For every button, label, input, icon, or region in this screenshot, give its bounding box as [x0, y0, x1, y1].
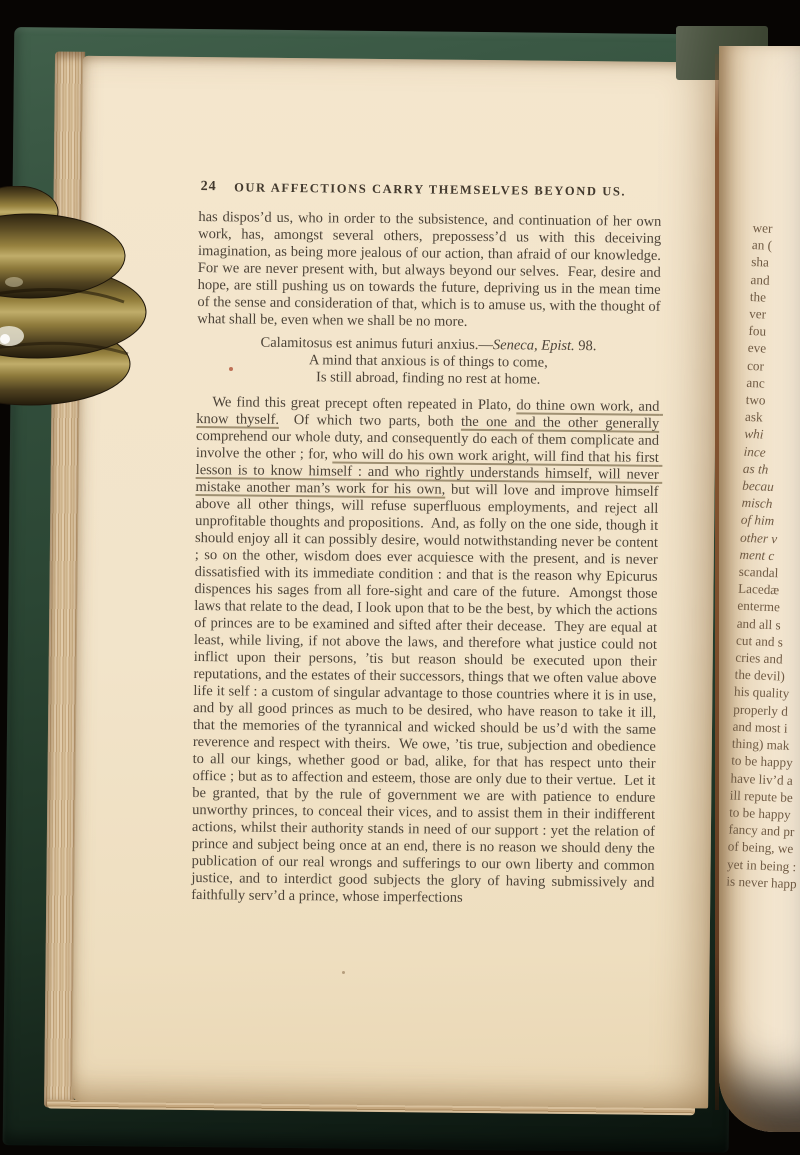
- right-page-text-fragment: to be happy: [730, 752, 794, 771]
- right-page-text-fragment: misch: [741, 495, 773, 512]
- right-page-text-fragment: have liv’d a: [730, 770, 794, 788]
- foxing-spot: [229, 367, 233, 371]
- right-page-text-fragment: of being, we: [727, 838, 794, 857]
- latin-quote-text: Calamitosus est animus futuri anxius.—: [260, 334, 494, 354]
- paragraph-segment: We find this great precept often repeated in Plato,: [212, 394, 517, 414]
- pencil-underline: the one and the other generally: [460, 413, 660, 432]
- paragraph-segment: Of which two parts, both: [278, 411, 462, 430]
- page-text-block: [191, 179, 669, 909]
- right-page-text-fragment: anc: [746, 374, 766, 391]
- verse-line-1: A mind that anxious is of things to come,: [308, 352, 548, 371]
- right-page-text-fragment: and all s: [736, 615, 781, 633]
- right-page-text-fragment: properly d: [733, 701, 789, 719]
- right-page-text-fragment: ask: [744, 409, 763, 425]
- right-page-text-fragment: fou: [748, 323, 767, 339]
- right-page-text-fragment: two: [745, 391, 766, 408]
- right-page-text-fragment: yet in being :: [726, 856, 797, 874]
- latin-quote-number: 98.: [574, 337, 597, 355]
- right-page-text-fragment: wer: [752, 219, 773, 236]
- pencil-underline: who will do his own work aright, will find that his first lesson is to know himself : and who rightly understands himself, will never mistake another man’s work for his own,: [195, 446, 663, 498]
- paragraph-segment: but will love and improve himself above all other things, will refuse superfluous employments, and reject all unprofitable thoughts and propositions. And, as folly on the one side, though it should enjoy all it can possibly desire, would notwithstanding never be content ; so on the other, wisdom does ever acquiesce with the present, and is never dissatisfied with its immediate condition : and that is the reason why Epicurus dispences his sages from all fore-sight and care of the future. Amongst those laws that relate to the dead, I look upon that to be the best, by which the actions of princes are to be examined and sifted after their decease. They are equal at least, while living, if not above the laws, and therefore what justice could not inflict upon their persons, ’tis but reason should be executed upon their reputations, and the estates of their successors, things that we often value above life it self : a custom of singular advantage to those countries where it is in use, and by all good princes as much to be desired, who have reason to take it ill, that the memories of the tyrannical and wicked should be us’d with the same reverence and respect with theirs. We owe, ’tis true, subjection and obedience to all our kings, whether good or bad, alike, for that has respect unto their office ; but as to affection and esteem, those are only due to their vertue. Let it be granted, that by the rule of government we are with patience to endure unworthy princes, to conceal their vices, and to assist them in their indifferent actions, whilst their authority stands in need of our support : yet the relation of prince and subject being once at an end, there is no reason we should deny the publication of our real wrongs and sufferings to our own liberty and common justice, and to interdict good subjects the glory of having submissively and faithfully serv’d a prince, whose imperfections: [191, 481, 663, 906]
- right-page-text-fragment: of him: [740, 512, 775, 529]
- right-page-text-fragment: an (: [751, 237, 773, 253]
- right-page-text-fragment: thing) mak: [731, 735, 790, 753]
- right-page-text-fragment: becau: [742, 477, 775, 495]
- right-page-text-fragment: and: [750, 271, 770, 288]
- right-page-text-fragment: cries and: [735, 649, 783, 667]
- right-page-text-fragment: cor: [746, 357, 765, 374]
- right-page-text-fragment: sha: [750, 254, 770, 271]
- right-page-text-fragment: is never happ: [726, 873, 797, 892]
- right-page-text-fragment: the devil): [734, 666, 786, 684]
- right-page-text-fragment: enterme: [737, 598, 781, 615]
- right-page-text-fragment: ince: [743, 443, 766, 460]
- right-page-text-fragment: ment c: [739, 546, 775, 563]
- paragraph-segment: comprehend our whole duty, and consequently do each of them complicate and involve the other ; for,: [195, 415, 663, 463]
- running-header: [199, 179, 662, 201]
- right-page-text-fragment: scandal: [738, 563, 779, 581]
- right-page-text-fragment: eve: [747, 340, 767, 357]
- running-title: OUR AFFECTIONS CARRY THEMSELVES BEYOND US.: [234, 180, 627, 199]
- right-page-text-fragment: cut and s: [735, 632, 784, 650]
- right-page-text-fragment: ill repute be: [729, 787, 794, 805]
- verse-line-2: Is still abroad, finding no rest at home.: [315, 369, 541, 388]
- right-page-text-fragment: his quality: [733, 684, 790, 702]
- right-page-text-fragment: fancy and pr: [728, 821, 795, 840]
- right-page-text-fragment: the: [749, 288, 767, 305]
- body-paragraph-2: [191, 394, 664, 909]
- right-page-text-fragment: Lacedæ: [737, 580, 780, 598]
- page-number: 24: [200, 179, 217, 195]
- foxing-spot: [342, 971, 345, 974]
- right-page-text-fragment: other v: [739, 529, 778, 546]
- left-page: [72, 56, 719, 1109]
- right-page-text-fragment: as th: [742, 460, 769, 477]
- brass-clasp-shape: [0, 186, 146, 405]
- right-page-text-fragment: and most i: [732, 718, 788, 736]
- right-page-text-fragment: to be happy: [728, 804, 791, 822]
- body-paragraph-1: has dispos’d us, who in order to the subsistence, and continuation of her own work, has, amongst several others, prepossess’d us with this deceiving imagination, as being more jealous of our action, than afraid of our knowledge. For we are never present with, but always beyond our selves. Fear, desire and hope, are still pushing us on towards the future, depriving us in the mean time of the sense and consideration of that, which is to amuse us, with the thought of what shall be, even when we shall be no more.: [197, 209, 669, 330]
- right-page-text-fragment: whi: [744, 426, 764, 443]
- latin-quote-block: [197, 334, 661, 390]
- latin-quote-source: Seneca, Epist.: [492, 337, 575, 354]
- pencil-underline: do thine own work, and know thyself.: [196, 397, 664, 428]
- brass-page-holder: [0, 186, 150, 418]
- right-page-text-fragment: ver: [748, 305, 767, 322]
